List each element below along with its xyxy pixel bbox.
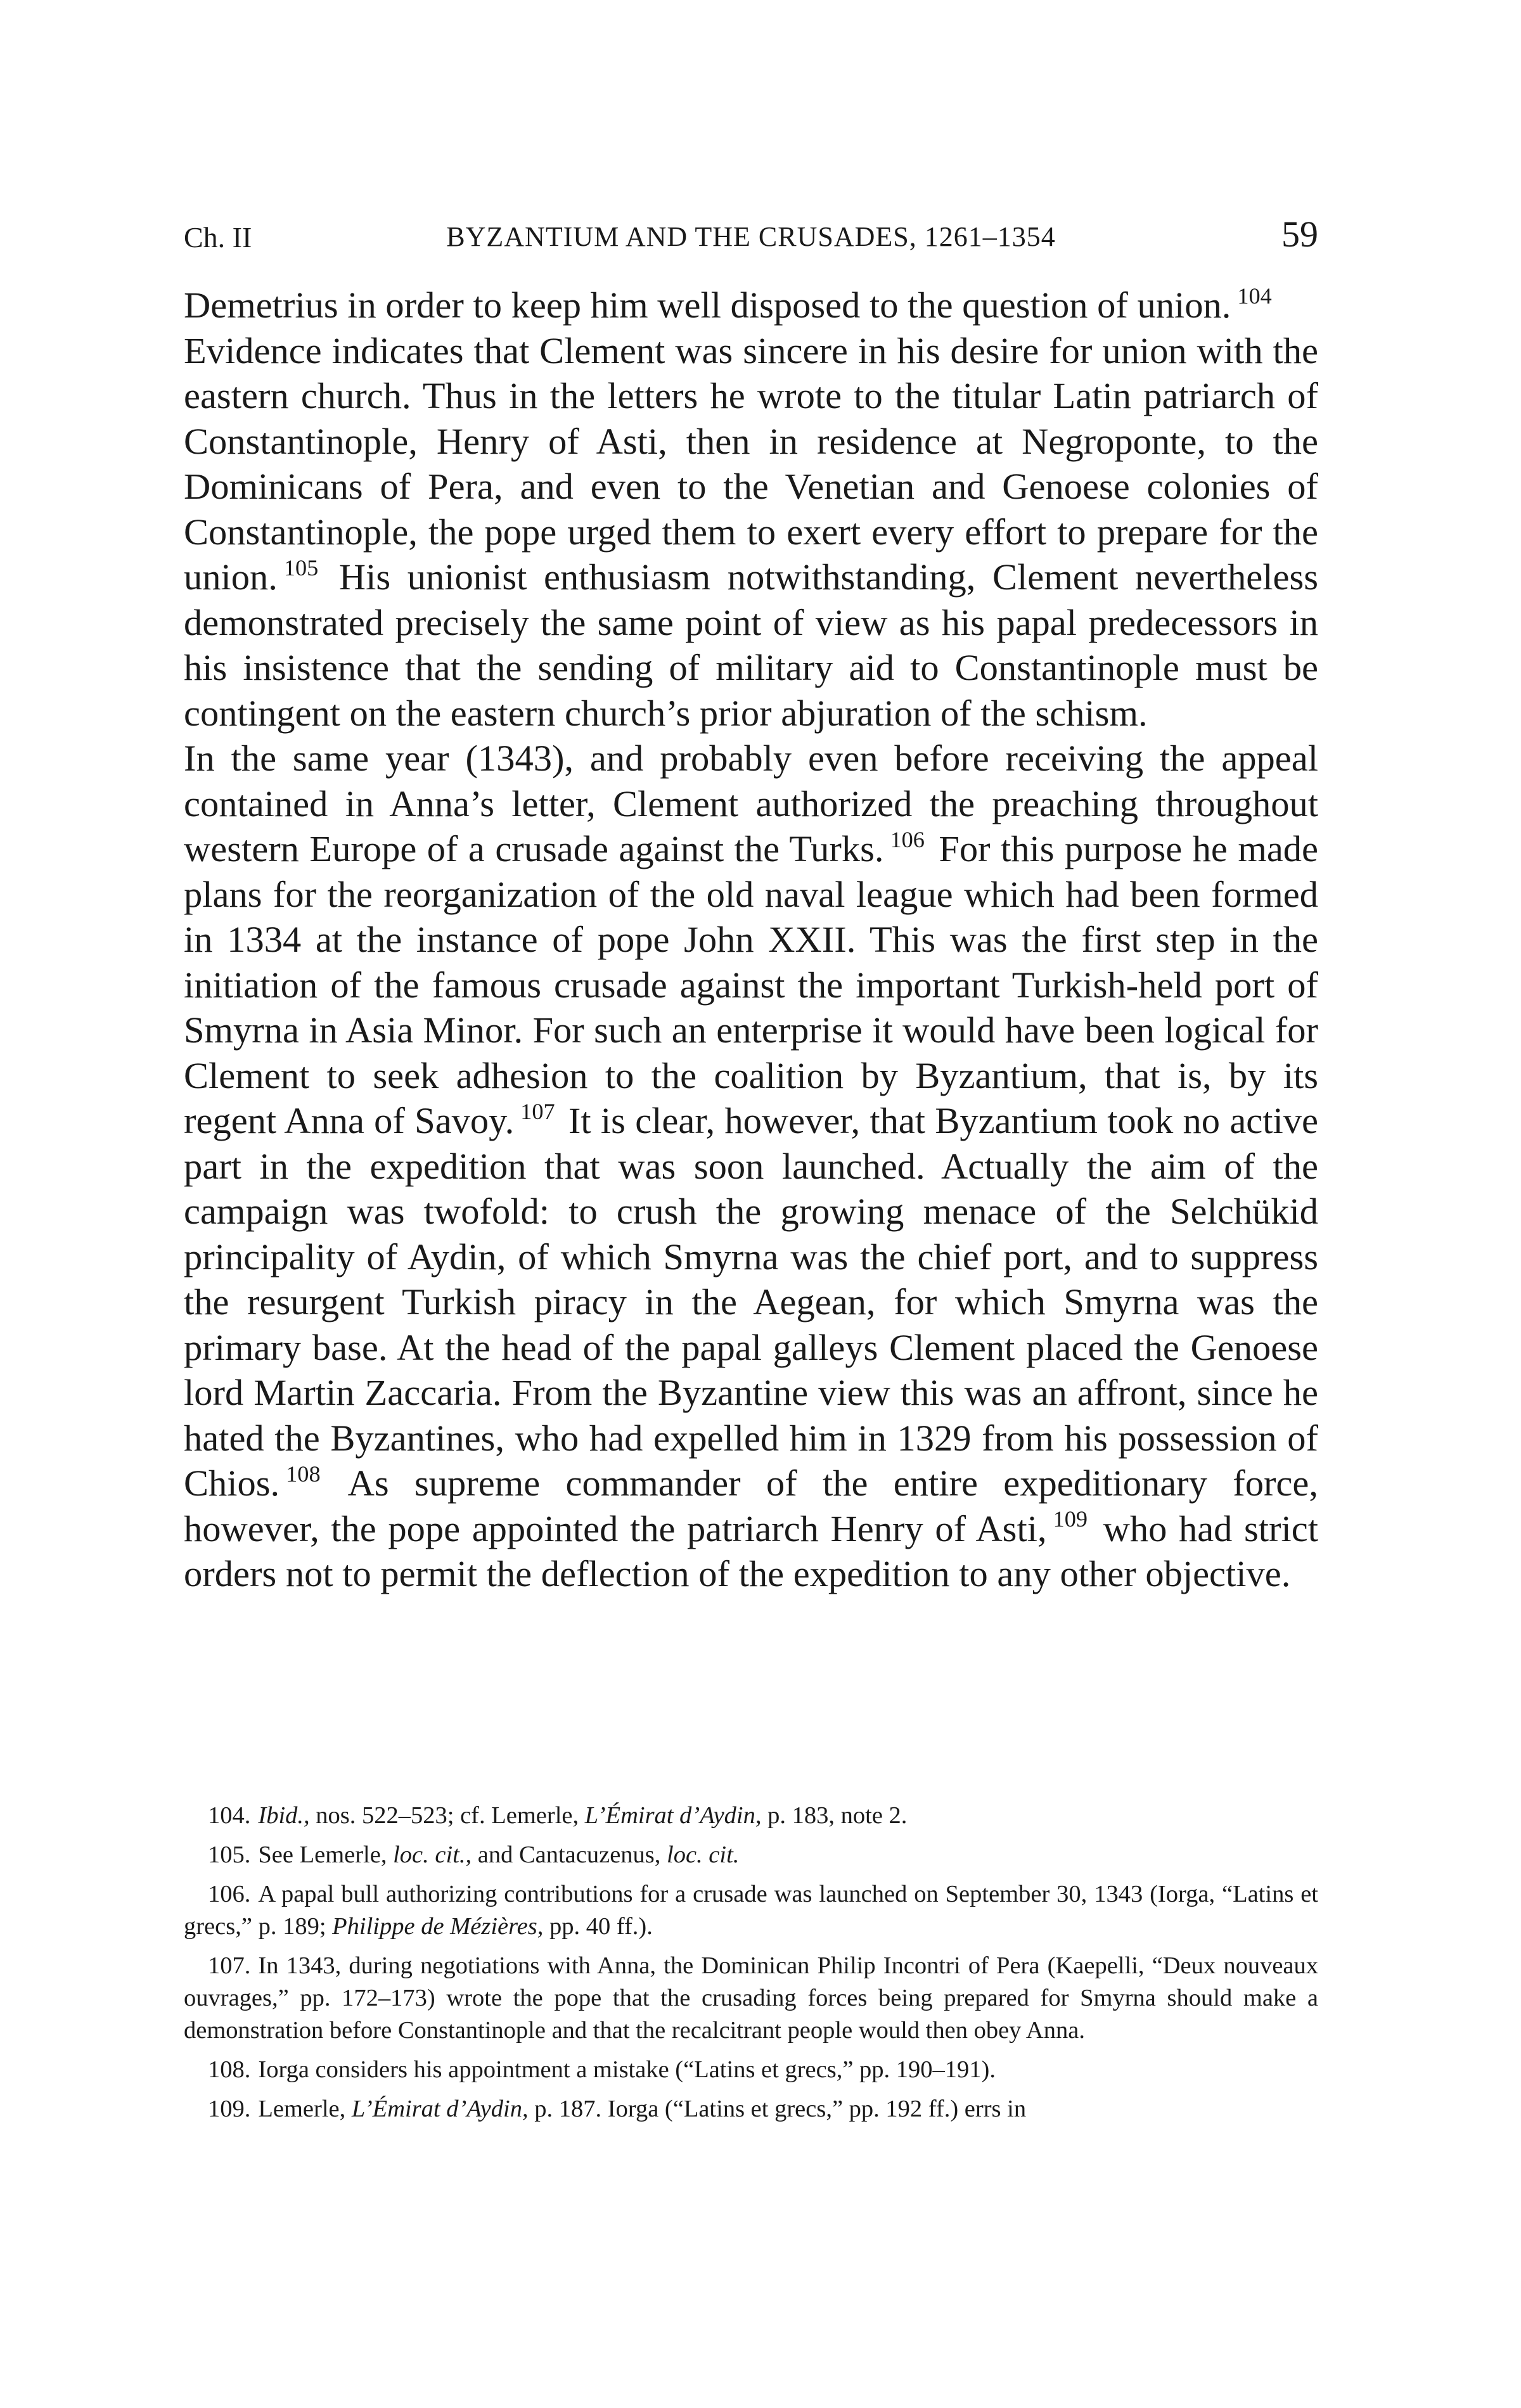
footnote-text: Lemerle, [258, 2096, 352, 2122]
footnote-text: p. 183, note 2. [761, 1802, 908, 1829]
footnote-number: 108. [208, 2056, 251, 2083]
footnote-number: 109. [208, 2096, 251, 2122]
footnote-text: p. 187. Iorga (“Latins et grecs,” pp. 192 ff.) errs in [528, 2096, 1027, 2122]
footnote-italic: Philippe de Mézières, [332, 1913, 544, 1940]
paragraph [184, 736, 1318, 1597]
paragraph-text: It is clear, however, that Byzantium took no active part in the expedition that was soon launched. Actually the aim of the campaign was twofold: to crush the growing menace of the Selchükid principality of Aydin, of which Smyrna was the chief port, and to suppress the resurgent Turkish piracy in the Aegean, for which Smyrna was the primary base. At the head of the papal galleys Clement placed the Genoese lord Martin Zaccaria. From the Byzantine view this was an affront, since he hated the Byzantines, who had expelled him in 1329 from his possession of Chios. [184, 1100, 1318, 1504]
footnote-text: In 1343, during negotiations with Anna, the Dominican Philip Incontri of Pera (Kaepelli, “Deux nouveaux ouvrages,” pp. 172–173) wrote the pope that the crusading forces being prepared for Smyrna should make a demonstration before Constantinople and that the recalcitrant people would then obey Anna. [184, 1952, 1318, 2044]
footnote-109 [184, 2093, 1318, 2125]
footnote-text: and Cantacuzenus, [472, 1841, 667, 1868]
footnote-105 [184, 1839, 1318, 1871]
paragraph-text: Demetrius in order to keep him well disposed to the question of union. [184, 285, 1231, 326]
footnote-ref: 108 [286, 1461, 321, 1487]
footnote-number: 104. [208, 1802, 251, 1829]
footnote-number: 106. [208, 1881, 251, 1907]
footnote-italic: L’Émirat d’Aydin, [351, 2096, 529, 2122]
footnote-text: nos. 522–523; cf. Lemerle, [309, 1802, 585, 1829]
footnotes [184, 1800, 1318, 2132]
footnote-104 [184, 1800, 1318, 1832]
footnote-text: A papal bull authorizing contributions for a crusade was launched on September 30, 1343 (Iorga, “Latins et grecs,” p. 189; [184, 1881, 1318, 1940]
footnote-italic: L’Émirat d’Aydin, [584, 1802, 762, 1829]
paragraph [184, 283, 1318, 328]
footnote-ref: 105 [283, 554, 319, 580]
page-number: 59 [1281, 214, 1318, 255]
paragraph-text: For this purpose he made plans for the reorganization of the old naval league which had been formed in 1334 at the instance of pope John XXII. This was the first step in the initiation of the famous crusade against the important Turkish-held port of Smyrna in Asia Minor. For such an enterprise it would have been logical for Clement to seek adhesion to the coalition by Byzantium, that is, by its regent Anna of Savoy. [184, 828, 1319, 1141]
chapter-label: Ch. II [184, 221, 252, 253]
footnote-ref: 106 [890, 826, 925, 852]
footnote-text: pp. 40 ff.). [543, 1913, 653, 1940]
footnote-number: 107. [208, 1952, 251, 1979]
running-head [184, 209, 1318, 260]
footnote-ref: 104 [1237, 283, 1272, 309]
footnote-108 [184, 2054, 1318, 2086]
footnote-text: See Lemerle, [258, 1841, 394, 1868]
footnote-text: Iorga considers his appointment a mistake (“Latins et grecs,” pp. 190–191). [258, 2056, 996, 2083]
running-title: BYZANTIUM AND THE CRUSADES, 1261–1354 [446, 221, 1056, 252]
footnote-106 [184, 1878, 1318, 1943]
main-text [184, 283, 1318, 1597]
paragraph [184, 328, 1318, 736]
footnote-italic: Ibid., [258, 1802, 310, 1829]
paragraph-text: His unionist enthusiasm notwithstanding, Clement nevertheless demonstrated precisely the same point of view as his papal predecessors in his insistence that the sending of military aid to Constantinople must be contingent on the eastern church’s prior abjuration of the schism. [184, 556, 1318, 734]
footnote-107 [184, 1950, 1318, 2047]
paragraph-text: In the same year (1343), and probably even before receiving the appeal contained in Anna’s letter, Clement authorized the preaching throughout western Europe of a crusade against the Turks. [184, 738, 1318, 869]
footnote-italic: loc. cit. [667, 1841, 740, 1868]
paragraph-text: As supreme commander of the entire expeditionary force, however, the pope appointed the patriarch Henry of Asti, [184, 1463, 1318, 1549]
footnote-number: 105. [208, 1841, 251, 1868]
paragraph-text: Evidence indicates that Clement was sincere in his desire for union with the eastern church. Thus in the letters he wrote to the titular Latin patriarch of Constantinople, Henry of Asti, then in residence at Negroponte, to the Dominicans of Pera, and even to the Venetian and Genoese colonies of Constantinople, the pope urged them to exert every effort to prepare for the union. [184, 330, 1318, 598]
footnote-italic: loc. cit., [393, 1841, 472, 1868]
footnote-ref: 109 [1053, 1506, 1088, 1532]
paragraph-text: who had strict orders not to permit the deflection of the expedition to any other objective. [184, 1508, 1319, 1594]
footnote-ref: 107 [520, 1098, 555, 1124]
